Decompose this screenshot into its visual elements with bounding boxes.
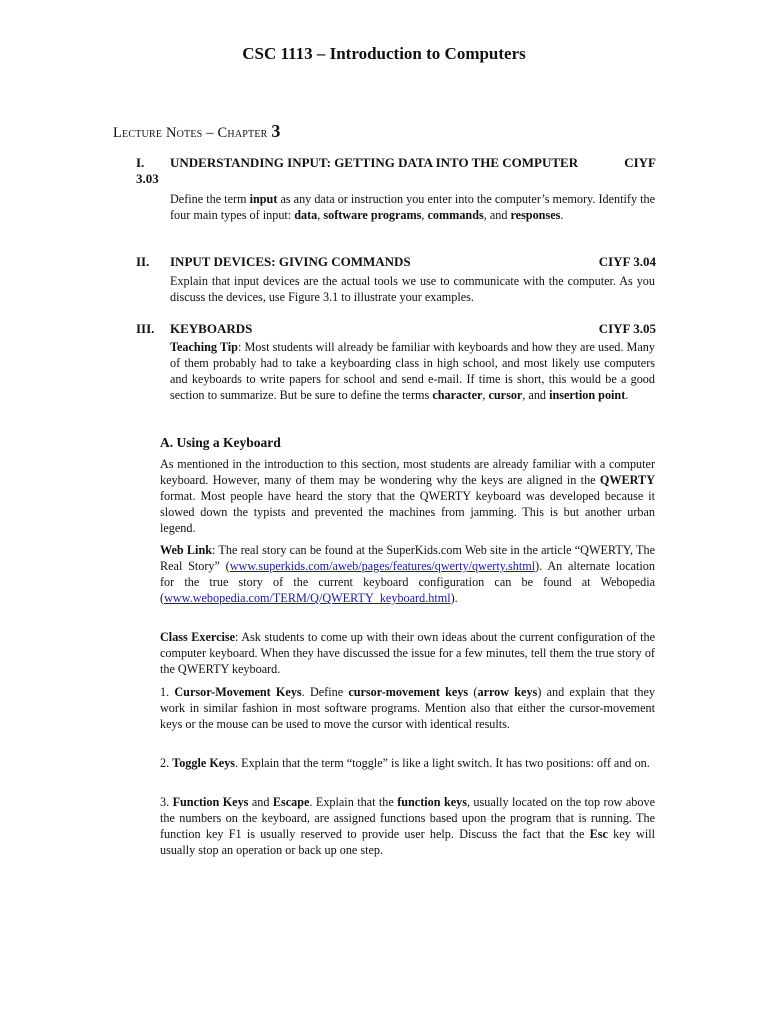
text-run: . Explain that the term “toggle” is like a light switch. It has two positions: off and on. [235, 756, 650, 770]
term-toggle-keys: Toggle Keys [172, 756, 236, 770]
text-run: : Most students will already be familiar with keyboards and how they are used. Many of them probably had to take a keyboarding class in high school, and most likely use computers and keyboards to write papers for school and send e-mail. If time is short, this would be a good section to summarize. But be sure to define the terms [170, 340, 655, 402]
term-insertion-point: insertion point [549, 388, 626, 402]
superkids-link[interactable]: www.superkids.com/aweb/pages/features/qwerty/qwerty.shtml [229, 559, 536, 573]
section-heading-1 [136, 155, 656, 171]
text-run: , [482, 388, 489, 402]
section-heading-2 [136, 254, 656, 270]
text-run: ). [450, 591, 458, 605]
section-1-paragraph [170, 191, 655, 223]
keyboard-intro-paragraph [160, 456, 655, 536]
term-character: character [432, 388, 483, 402]
section-title-1: UNDERSTANDING INPUT: GETTING DATA INTO THE COMPUTER [170, 155, 579, 170]
text-run: , and [522, 388, 550, 402]
lecture-notes-heading [113, 121, 281, 142]
term-responses: responses [510, 208, 561, 222]
list-item-function-keys [160, 794, 655, 858]
term-cursor: cursor [488, 388, 523, 402]
text-run: . Explain that the [309, 795, 398, 809]
section-title-3: KEYBOARDS [170, 321, 253, 336]
section-number-1: I. [136, 155, 145, 170]
text-run: format. Most people have heard the story that the QWERTY keyboard was developed because it slowed down the typists and prevented the machines from jamming. This is but another urban legend. [160, 489, 655, 535]
chapter-number: 3 [271, 121, 281, 141]
chapter-word: Chapter [217, 125, 268, 141]
section-ref-2: CIYF 3.04 [598, 254, 656, 269]
web-link-paragraph [160, 542, 655, 606]
text-run: ). An alternate location for the true story of the current keyboard configuration can be found at Webopedia ( [160, 559, 655, 605]
section-title-2: INPUT DEVICES: GIVING COMMANDS [170, 254, 411, 269]
text-run: and [248, 795, 273, 809]
subsection-heading: A. Using a Keyboard [160, 435, 281, 450]
section-ref-1a: CIYF [624, 155, 656, 170]
list-item-cursor-keys [160, 684, 655, 732]
term-data: data [294, 208, 318, 222]
term-commands: commands [427, 208, 484, 222]
term-software-programs: software programs [323, 208, 422, 222]
section-ref-wrap-1 [136, 171, 656, 187]
term-function-keys-def: function keys [397, 795, 467, 809]
term-function-keys: Function Keys [172, 795, 249, 809]
text-run: as any data or instruction you enter into the computer’s memory. Identify the four main types of input: [170, 192, 655, 222]
text-run: As mentioned in the introduction to this section, most students are already familiar with a computer keyboard. However, many of them may be wondering why the keys are aligned in the [160, 457, 655, 487]
text-run: . Define [301, 685, 349, 699]
webopedia-link[interactable]: www.webopedia.com/TERM/Q/QWERTY_keyboard.html [164, 591, 451, 605]
term-cursor-movement-keys: Cursor-Movement Keys [174, 685, 302, 699]
text-run: , usually located on the top row above the numbers on the keyboard, are assigned functions based upon the program that is running. The function key F1 is usually reserved to provide user help. Discuss the fact that the [160, 795, 655, 841]
text-run: key will usually stop an operation or back up one step. [160, 827, 655, 857]
text-run: , [421, 208, 428, 222]
section-ref-1b: 3.03 [136, 171, 159, 186]
section-ref-3: CIYF 3.05 [598, 321, 656, 336]
text-run: Define the term [170, 192, 250, 206]
section-2-paragraph: Explain that input devices are the actual tools we use to communicate with the computer. As you discuss the devices, use Figure 3.1 to illustrate your examples. [170, 274, 655, 304]
text-run: . [625, 388, 629, 402]
web-link-label: Web Link [160, 543, 213, 557]
term-escape: Escape [272, 795, 310, 809]
term-input: input [249, 192, 278, 206]
teaching-tip-label: Teaching Tip [170, 340, 238, 354]
list-number: 2. [160, 756, 173, 770]
list-number: 1. [160, 685, 175, 699]
list-number: 3. [160, 795, 173, 809]
section-heading-3 [136, 321, 656, 337]
term-arrow-keys: arrow keys [477, 685, 538, 699]
text-run: : The real story can be found at the SuperKids.com Web site in the article “QWERTY, The Real Story” ( [160, 543, 656, 573]
teaching-tip-paragraph [170, 339, 655, 403]
section-number-3: III. [136, 321, 155, 336]
text-run: , [317, 208, 324, 222]
term-qwerty: QWERTY [599, 473, 655, 487]
section-number-2: II. [136, 254, 150, 269]
class-exercise-label: Class Exercise [160, 630, 236, 644]
text-run: : Ask students to come up with their own ideas about the current configuration of the computer keyboard. When they have discussed the issue for a few minutes, tell them the true story of the QWERTY keyboard. [160, 630, 655, 676]
term-esc: Esc [589, 827, 608, 841]
class-exercise-paragraph [160, 629, 655, 677]
text-run: ) and explain that they work in similar fashion in most software programs. Mention also that either the cursor-movement keys or the mouse can be used to move the cursor with identical results. [160, 685, 655, 731]
text-run: , and [483, 208, 511, 222]
lecture-label: Lecture Notes – [113, 125, 218, 141]
text-run: ( [468, 685, 478, 699]
page-title: CSC 1113 – Introduction to Computers [242, 44, 526, 63]
list-item-toggle-keys [160, 755, 655, 771]
text-run: . [560, 208, 564, 222]
term-cursor-movement-keys-def: cursor-movement keys [348, 685, 469, 699]
